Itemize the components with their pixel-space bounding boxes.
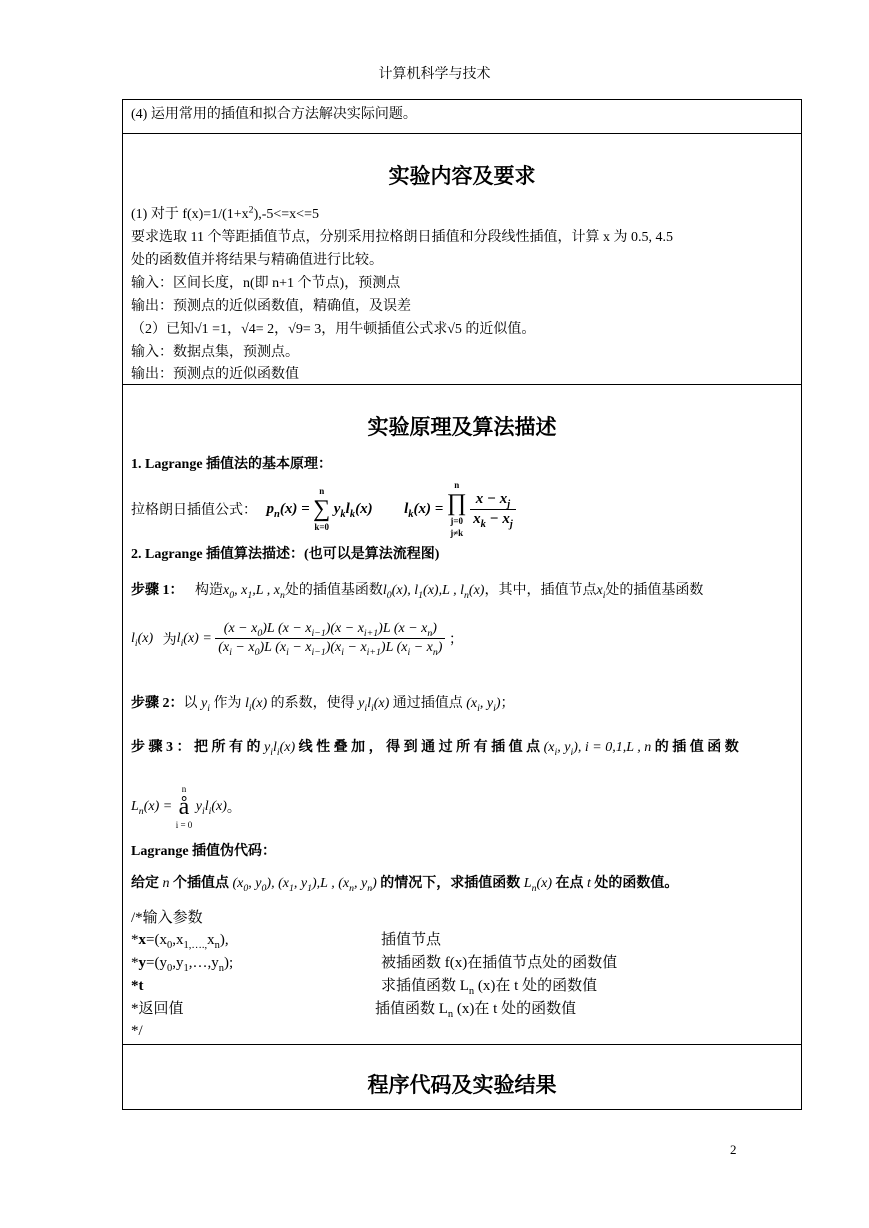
step-1: 步骤 1： 构造$x_0$, $x_1,L$ , $x_n$处的插值基函数$l_0(x)$, $l_1(x),L$ , $l_n(x)$，其中，插值节点$x_i$处的插值基函数 [131,583,704,601]
running-header: 计算机科学与技术 [378,67,491,82]
basis-function-fraction: $\frac{(x - x_0)L (x - x_{i-1})(x - x_{i+1})L (x - x_n)}{(x_i - x_0)L (x_i - x_{i-1})(x_i - x_{i+1})L (x_i - x_n)}$ [215,621,445,656]
content-line-3: 处的函数值并将结果与精确值进行比较。 [131,253,383,268]
code-line-5: *返回值 插值函数 $L_n$ (x)在 t 处的函数值 [131,1001,577,1020]
section-title-content: 实验内容及要求 [388,164,536,188]
content-line-5: 输出：预测点的近似函数值，精确值，及误差 [131,299,411,314]
section-title-code: 程序代码及实验结果 [367,1073,557,1097]
page-number: 2 [730,1142,737,1157]
report-table [122,99,802,1110]
section-title-principle: 实验原理及算法描述 [367,415,557,439]
content-line-7: 输入：数据点集，预测点。 [131,345,299,360]
pseudocode-given: 给定 n 个插值点 ($x_0$, $y_0$), ($x_1$, $y_1),L$ , ($x_n$, $y_n$) 的情况下，求插值函数 $L_n(x)$ 在点 t 处的函数值。 [131,876,679,894]
step-3: 步 骤 3 ： 把 所 有 的 $y_il_i(x)$ 线 性 叠 加 ， 得 到 通 过 所 有 插 值 点 ($x_i$, $y_i$), i = 0,1,L , n 的 插 值 函 数 [131,740,739,758]
basis-fraction: $\frac{x - x_j}{x_k - x_j}$ [470,491,516,528]
formula-label: 拉格朗日插值公式： [131,503,257,518]
step-2: 步骤 2：以 $y_i$ 作为 $l_i(x)$ 的系数，使得 $y_il_i(x)$ 通过插值点 ($x_i$, $y_i$)； [131,696,515,714]
code-line-3: $*y=(y_0,y_1,\dots,y_n)$; 被插函数 f(x)在插值节点处的函数值 [131,955,618,974]
content-line-4: 输入：区间长度，n(即 n+1 个节点)，预测点 [131,276,401,291]
heading-pseudocode: Lagrange 插值伪代码： [131,844,277,859]
heading-lagrange-algorithm: 2. Lagrange 插值算法描述：(也可以是算法流程图) [131,547,440,562]
content-line-8: 输出：预测点的近似函数值 [131,367,299,382]
sum-symbol-2: n å i = 0 [175,784,193,830]
code-line-2: $*x=(x_0,x_{1,\dots.,}x_n)$, 插值节点 [131,932,442,951]
lagrange-formula: 拉格朗日插值公式： $p_n(x)$ = n ∑ k=0 $y_kl_k(x) l_k(x)$ = n ∏ j=0 j≠k $\frac{x - x_j}{x_k - x_j}$ [131,479,516,539]
principle-row [123,385,801,1045]
code-line-1: /*输入参数 [131,910,203,926]
step-1-basis-formula: $l_i(x)$ 为$l_i(x)$ = $\frac{(x - x_0)L (x - x_{i-1})(x - x_{i+1})L (x - x_n)}{(x_i - x_0)L (x_i - x_{i-1})(x_i - x_{i+1})L (x_i - x_n)}$ ； [131,621,463,658]
code-line-6: */ [131,1023,143,1039]
step-3-interpolation-formula: $L_n(x)$ = n å i = 0 $y_il_i(x)$。 [131,784,241,830]
content-row [123,134,801,385]
content-line-6: （2）已知√1 =1，√4= 2，√9= 3，用牛顿插值公式求√5 的近似值。 [131,322,536,337]
sum-symbol: n ∑ k=0 [313,486,331,532]
code-results-row [123,1045,801,1109]
code-line-4: *t 求插值函数 $L_n$ (x)在 t 处的函数值 [131,978,598,997]
product-symbol: n ∏ j=0 j≠k [446,480,467,538]
objectives-row [123,100,801,134]
heading-lagrange-principle: 1. Lagrange 插值法的基本原理： [131,457,333,472]
content-line-1: (1) 对于 $f(x)=1/(1+x^2),-5<=x<=5$ [131,204,319,222]
content-line-2: 要求选取 11 个等距插值节点，分别采用拉格朗日插值和分段线性插值，计算 x 为 0.5, 4.5 [131,230,673,245]
objective-item-4: (4) 运用常用的插值和拟合方法解决实际问题。 [131,107,417,122]
